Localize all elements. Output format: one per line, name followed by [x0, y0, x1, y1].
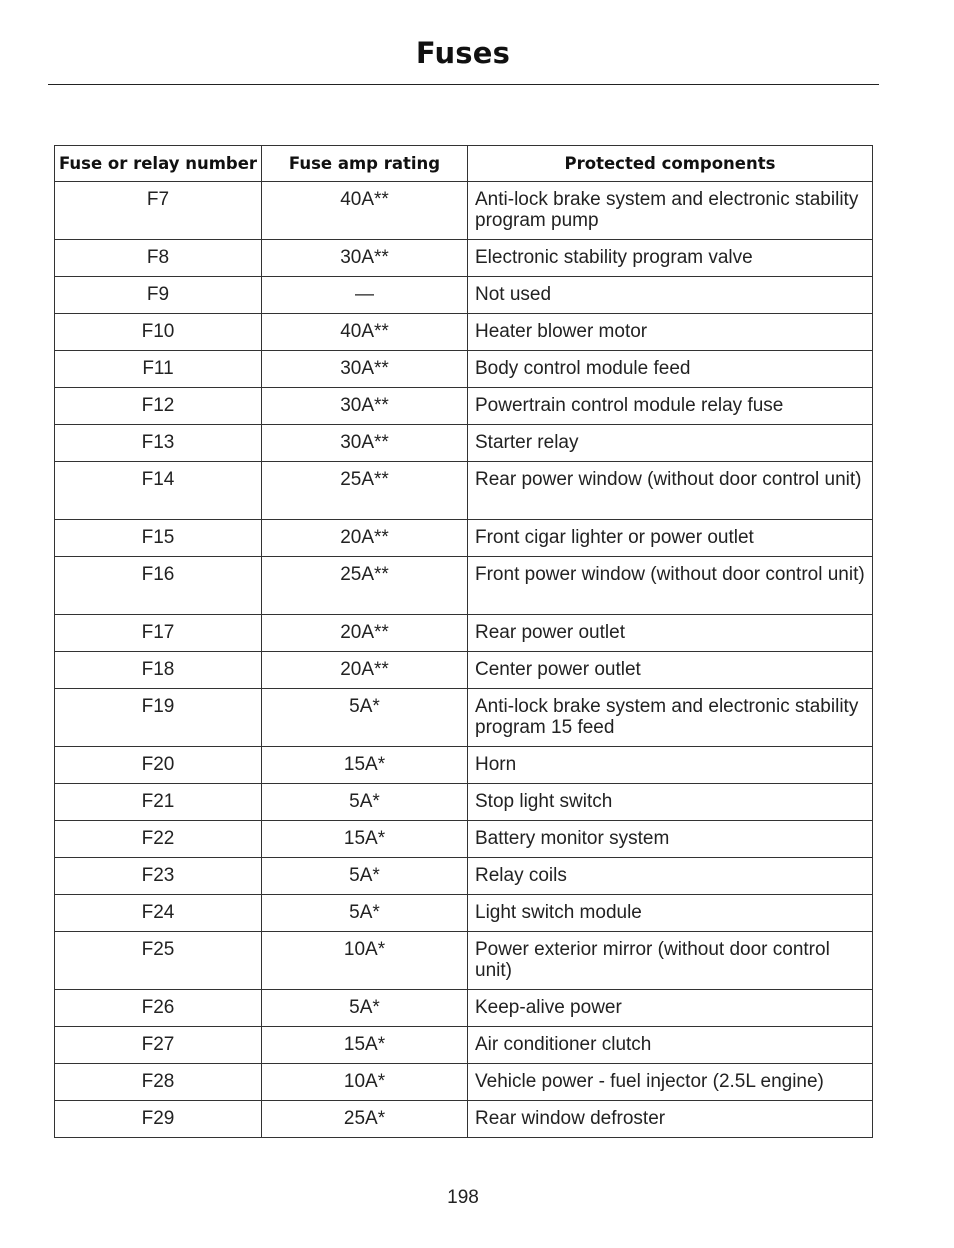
fuse-number-cell: F22	[55, 821, 262, 858]
amp-rating-cell: 10A*	[262, 1064, 468, 1101]
fuse-number-cell: F27	[55, 1027, 262, 1064]
table-row	[55, 277, 873, 314]
table-row	[55, 990, 873, 1027]
fuse-number-cell: F26	[55, 990, 262, 1027]
table-row	[55, 1101, 873, 1138]
fuse-number-cell: F21	[55, 784, 262, 821]
protected-component-cell: Rear power window (without door control unit)	[468, 462, 873, 520]
fuse-number-cell: F12	[55, 388, 262, 425]
fuse-number-cell: F16	[55, 557, 262, 615]
protected-component-cell: Rear window defroster	[468, 1101, 873, 1138]
amp-rating-cell: 20A**	[262, 615, 468, 652]
amp-rating-cell: 30A**	[262, 388, 468, 425]
amp-rating-cell: 5A*	[262, 895, 468, 932]
fuse-number-cell: F15	[55, 520, 262, 557]
table-row	[55, 1027, 873, 1064]
amp-rating-cell: 40A**	[262, 314, 468, 351]
amp-rating-cell: 15A*	[262, 821, 468, 858]
table-row	[55, 462, 873, 520]
amp-rating-cell: —	[262, 277, 468, 314]
table-row	[55, 314, 873, 351]
protected-component-cell: Body control module feed	[468, 351, 873, 388]
table-row	[55, 182, 873, 240]
fuse-number-cell: F25	[55, 932, 262, 990]
amp-rating-cell: 15A*	[262, 747, 468, 784]
table-row	[55, 388, 873, 425]
header-protected-components: Protected components	[468, 146, 873, 182]
protected-component-cell: Air conditioner clutch	[468, 1027, 873, 1064]
amp-rating-cell: 5A*	[262, 858, 468, 895]
amp-rating-cell: 30A**	[262, 425, 468, 462]
protected-component-cell: Power exterior mirror (without door control unit)	[468, 932, 873, 990]
amp-rating-cell: 40A**	[262, 182, 468, 240]
amp-rating-cell: 25A*	[262, 1101, 468, 1138]
amp-rating-cell: 10A*	[262, 932, 468, 990]
table-row	[55, 747, 873, 784]
protected-component-cell: Anti-lock brake system and electronic stability program pump	[468, 182, 873, 240]
amp-rating-cell: 30A**	[262, 240, 468, 277]
table-row	[55, 615, 873, 652]
table-row	[55, 932, 873, 990]
protected-component-cell: Front cigar lighter or power outlet	[468, 520, 873, 557]
fuse-number-cell: F24	[55, 895, 262, 932]
fuse-number-cell: F8	[55, 240, 262, 277]
protected-component-cell: Horn	[468, 747, 873, 784]
protected-component-cell: Battery monitor system	[468, 821, 873, 858]
protected-component-cell: Front power window (without door control unit)	[468, 557, 873, 615]
table-row	[55, 557, 873, 615]
table-row	[55, 689, 873, 747]
fuse-number-cell: F29	[55, 1101, 262, 1138]
protected-component-cell: Powertrain control module relay fuse	[468, 388, 873, 425]
table-row	[55, 240, 873, 277]
page-title: Fuses	[415, 36, 511, 70]
fuse-number-cell: F18	[55, 652, 262, 689]
protected-component-cell: Not used	[468, 277, 873, 314]
protected-component-cell: Electronic stability program valve	[468, 240, 873, 277]
protected-component-cell: Rear power outlet	[468, 615, 873, 652]
amp-rating-cell: 20A**	[262, 520, 468, 557]
protected-component-cell: Heater blower motor	[468, 314, 873, 351]
amp-rating-cell: 5A*	[262, 689, 468, 747]
header-amp-rating: Fuse amp rating	[262, 146, 468, 182]
table-row	[55, 895, 873, 932]
table-row	[55, 425, 873, 462]
page-number: 198	[447, 1187, 479, 1208]
protected-component-cell: Starter relay	[468, 425, 873, 462]
fuse-table-body	[55, 182, 873, 1138]
fuse-number-cell: F19	[55, 689, 262, 747]
title-divider	[48, 84, 879, 85]
header-row	[55, 146, 873, 182]
fuse-number-cell: F13	[55, 425, 262, 462]
protected-component-cell: Vehicle power - fuel injector (2.5L engine)	[468, 1064, 873, 1101]
table-row	[55, 784, 873, 821]
amp-rating-cell: 25A**	[262, 557, 468, 615]
fuse-number-cell: F7	[55, 182, 262, 240]
fuse-number-cell: F28	[55, 1064, 262, 1101]
amp-rating-cell: 30A**	[262, 351, 468, 388]
amp-rating-cell: 5A*	[262, 990, 468, 1027]
protected-component-cell: Relay coils	[468, 858, 873, 895]
protected-component-cell: Center power outlet	[468, 652, 873, 689]
fuse-number-cell: F17	[55, 615, 262, 652]
amp-rating-cell: 25A**	[262, 462, 468, 520]
fuse-number-cell: F10	[55, 314, 262, 351]
table-row	[55, 351, 873, 388]
fuse-number-cell: F11	[55, 351, 262, 388]
table-row	[55, 652, 873, 689]
fuse-number-cell: F23	[55, 858, 262, 895]
protected-component-cell: Stop light switch	[468, 784, 873, 821]
table-row	[55, 858, 873, 895]
fuse-number-cell: F20	[55, 747, 262, 784]
amp-rating-cell: 5A*	[262, 784, 468, 821]
protected-component-cell: Keep-alive power	[468, 990, 873, 1027]
amp-rating-cell: 15A*	[262, 1027, 468, 1064]
fuse-table-header	[55, 146, 873, 182]
protected-component-cell: Light switch module	[468, 895, 873, 932]
table-row	[55, 821, 873, 858]
table-row	[55, 1064, 873, 1101]
protected-component-cell: Anti-lock brake system and electronic stability program 15 feed	[468, 689, 873, 747]
fuse-table	[54, 145, 873, 1138]
amp-rating-cell: 20A**	[262, 652, 468, 689]
fuse-number-cell: F9	[55, 277, 262, 314]
fuse-number-cell: F14	[55, 462, 262, 520]
table-row	[55, 520, 873, 557]
header-fuse-number: Fuse or relay number	[55, 146, 262, 182]
